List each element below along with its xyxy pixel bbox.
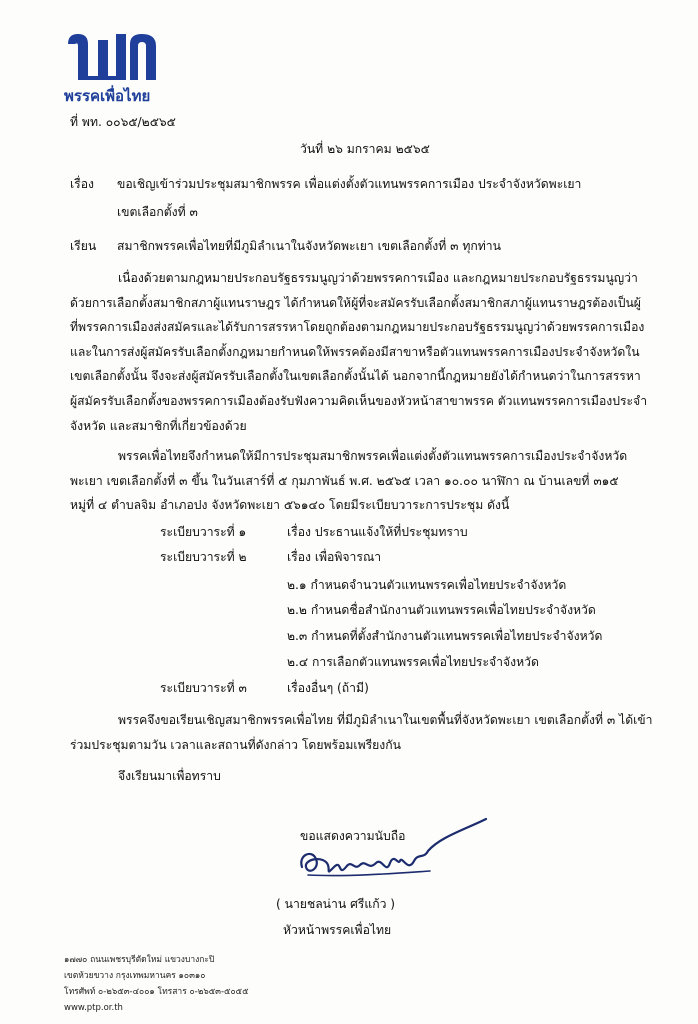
agenda-item: เรื่อง ประธานแจ้งให้ที่ประชุมทราบ <box>287 525 468 539</box>
footer-line: เขตห้วยขวาง กรุงเทพมหานคร ๑๐๓๑๐ <box>64 971 206 981</box>
agenda-label: ระเบียบวาระที่ ๑ <box>160 525 247 539</box>
footer-line: โทรศัพท์ ๐-๒๖๕๓-๔๐๐๑ โทรสาร ๐-๒๖๕๓-๕๐๕๕ <box>64 987 249 997</box>
subject-line-1: ขอเชิญเข้าร่วมประชุมสมาชิกพรรค เพื่อแต่งตั้งตัวแทนพรรคการเมือง ประจำจังหวัดพะเยา <box>117 177 582 191</box>
logo-mark-icon <box>64 28 164 82</box>
signature-icon <box>290 815 495 895</box>
footer-address <box>64 952 249 1016</box>
paragraph-3 <box>70 708 653 757</box>
agenda-label: ระเบียบวาระที่ ๓ <box>160 681 247 695</box>
subject-line-2: เขตเลือกตั้งที่ ๓ <box>117 205 198 219</box>
paragraph-line: หมู่ที่ ๔ ตำบลจิม อำเภอปง จังหวัดพะเยา ๕๖๑๔๐ โดยมีระเบียบวาระการประชุม ดังนี้ <box>70 498 510 513</box>
recipient-label: เรียน <box>70 239 97 253</box>
reference-number: ที่ พท. ๐๐๖๕/๒๕๖๕ <box>70 115 176 129</box>
signer-title: หัวหน้าพรรคเพื่อไทย <box>283 923 392 937</box>
paragraph-line: พรรคเพื่อไทยจึงกำหนดให้มีการประชุมสมาชิกพรรคเพื่อแต่งตั้งตัวแทนพรรคการเมืองประจำจังหวัด <box>118 449 628 463</box>
agenda-item: เรื่องอื่นๆ (ถ้ามี) <box>287 681 369 695</box>
paragraph-line: ที่พรรคการเมืองส่งสมัครและได้รับการสรรหาโดยถูกต้องตามกฎหมายประกอบรัฐธรรมนูญว่าด้วยพรรคการเมือง <box>70 320 645 335</box>
agenda-subitem: ๒.๑ กำหนดจำนวนตัวแทนพรรคเพื่อไทยประจำจังหวัด <box>287 578 567 592</box>
agenda-subitem: ๒.๒ กำหนดชื่อสำนักงานตัวแทนพรรคเพื่อไทยประจำจังหวัด <box>287 603 596 617</box>
agenda-subitem: ๒.๔ การเลือกตัวแทนพรรคเพื่อไทยประจำจังหวัด <box>287 655 539 669</box>
recipient-text: สมาชิกพรรคเพื่อไทยที่มีภูมิลำเนาในจังหวัดพะเยา เขตเลือกตั้งที่ ๓ ทุกท่าน <box>117 239 501 253</box>
footer-website: www.ptp.or.th <box>64 1003 123 1013</box>
agenda-label: ระเบียบวาระที่ ๒ <box>160 550 247 564</box>
paragraph-line: จังหวัด และสมาชิกที่เกี่ยวข้องด้วย <box>70 418 247 433</box>
closing-request: จึงเรียนมาเพื่อทราบ <box>118 769 221 783</box>
paragraph-line: เนื่องด้วยตามกฎหมายประกอบรัฐธรรมนูญว่าด้วยพรรคการเมือง และกฎหมายประกอบรัฐธรรมนูญว่า <box>118 271 638 285</box>
letter-date: วันที่ ๒๖ มกราคม ๒๕๖๕ <box>300 142 430 156</box>
paragraph-line: เขตเลือกตั้งนั้น จึงจะส่งผู้สมัครรับเลือกตั้งในเขตเลือกตั้งนั้นได้ นอกจากนี้กฎหมายยังได้กำหนดว่าในการสรรหา <box>70 369 641 384</box>
closing-salutation: ขอแสดงความนับถือ <box>300 829 406 843</box>
paragraph-line: และในการส่งผู้สมัครรับเลือกตั้งกฎหมายกำหนดให้พรรคต้องมีสาขาหรือตัวแทนพรรคการเมืองประจำจังหวัดใน <box>70 344 640 359</box>
paragraph-line: ด้วยการเลือกตั้งสมาชิกสภาผู้แทนราษฎร ได้กำหนดให้ผู้ที่จะสมัครรับเลือกตั้งสมาชิกสภาผู้แทนราษฎรต้องเป็นผู้ <box>70 295 641 310</box>
paragraph-line: ผู้สมัครรับเลือกตั้งของพรรคการเมืองต้องรับฟังความคิดเห็นของหัวหน้าสาขาพรรค ตัวแทนพรรคการเมืองประจำ <box>70 393 648 408</box>
paragraph-line: ร่วมประชุมตามวัน เวลาและสถานที่ดังกล่าว โดยพร้อมเพรียงกัน <box>70 737 401 752</box>
agenda-item: เรื่อง เพื่อพิจารณา <box>287 550 382 564</box>
agenda-subitem: ๒.๓ กำหนดที่ตั้งสำนักงานตัวแทนพรรคเพื่อไทยประจำจังหวัด <box>287 629 603 643</box>
paragraph-1 <box>70 266 648 438</box>
signer-name: ( นายชลน่าน ศรีแก้ว ) <box>276 897 396 911</box>
logo-text: พรรคเพื่อไทย <box>64 87 151 105</box>
paragraph-2 <box>70 444 626 518</box>
paragraph-line: พะเยา เขตเลือกตั้งที่ ๓ ขึ้น ในวันเสาร์ที่ ๕ กุมภาพันธ์ พ.ศ. ๒๕๖๕ เวลา ๑๐.๐๐ นาฬิกา ณ บ้านเลขที่ ๓๑๕ <box>70 473 619 488</box>
party-logo <box>64 28 164 108</box>
paragraph-line: พรรคจึงขอเรียนเชิญสมาชิกพรรคเพื่อไทย ที่มีภูมิลำเนาในเขตพื้นที่จังหวัดพะเยา เขตเลือกตั้งที่ ๓ ได้เข้า <box>118 713 653 727</box>
footer-line: ๑๗๗๐ ถนนเพชรบุรีตัดใหม่ แขวงบางกะปิ <box>64 955 215 965</box>
subject-label: เรื่อง <box>70 177 94 191</box>
